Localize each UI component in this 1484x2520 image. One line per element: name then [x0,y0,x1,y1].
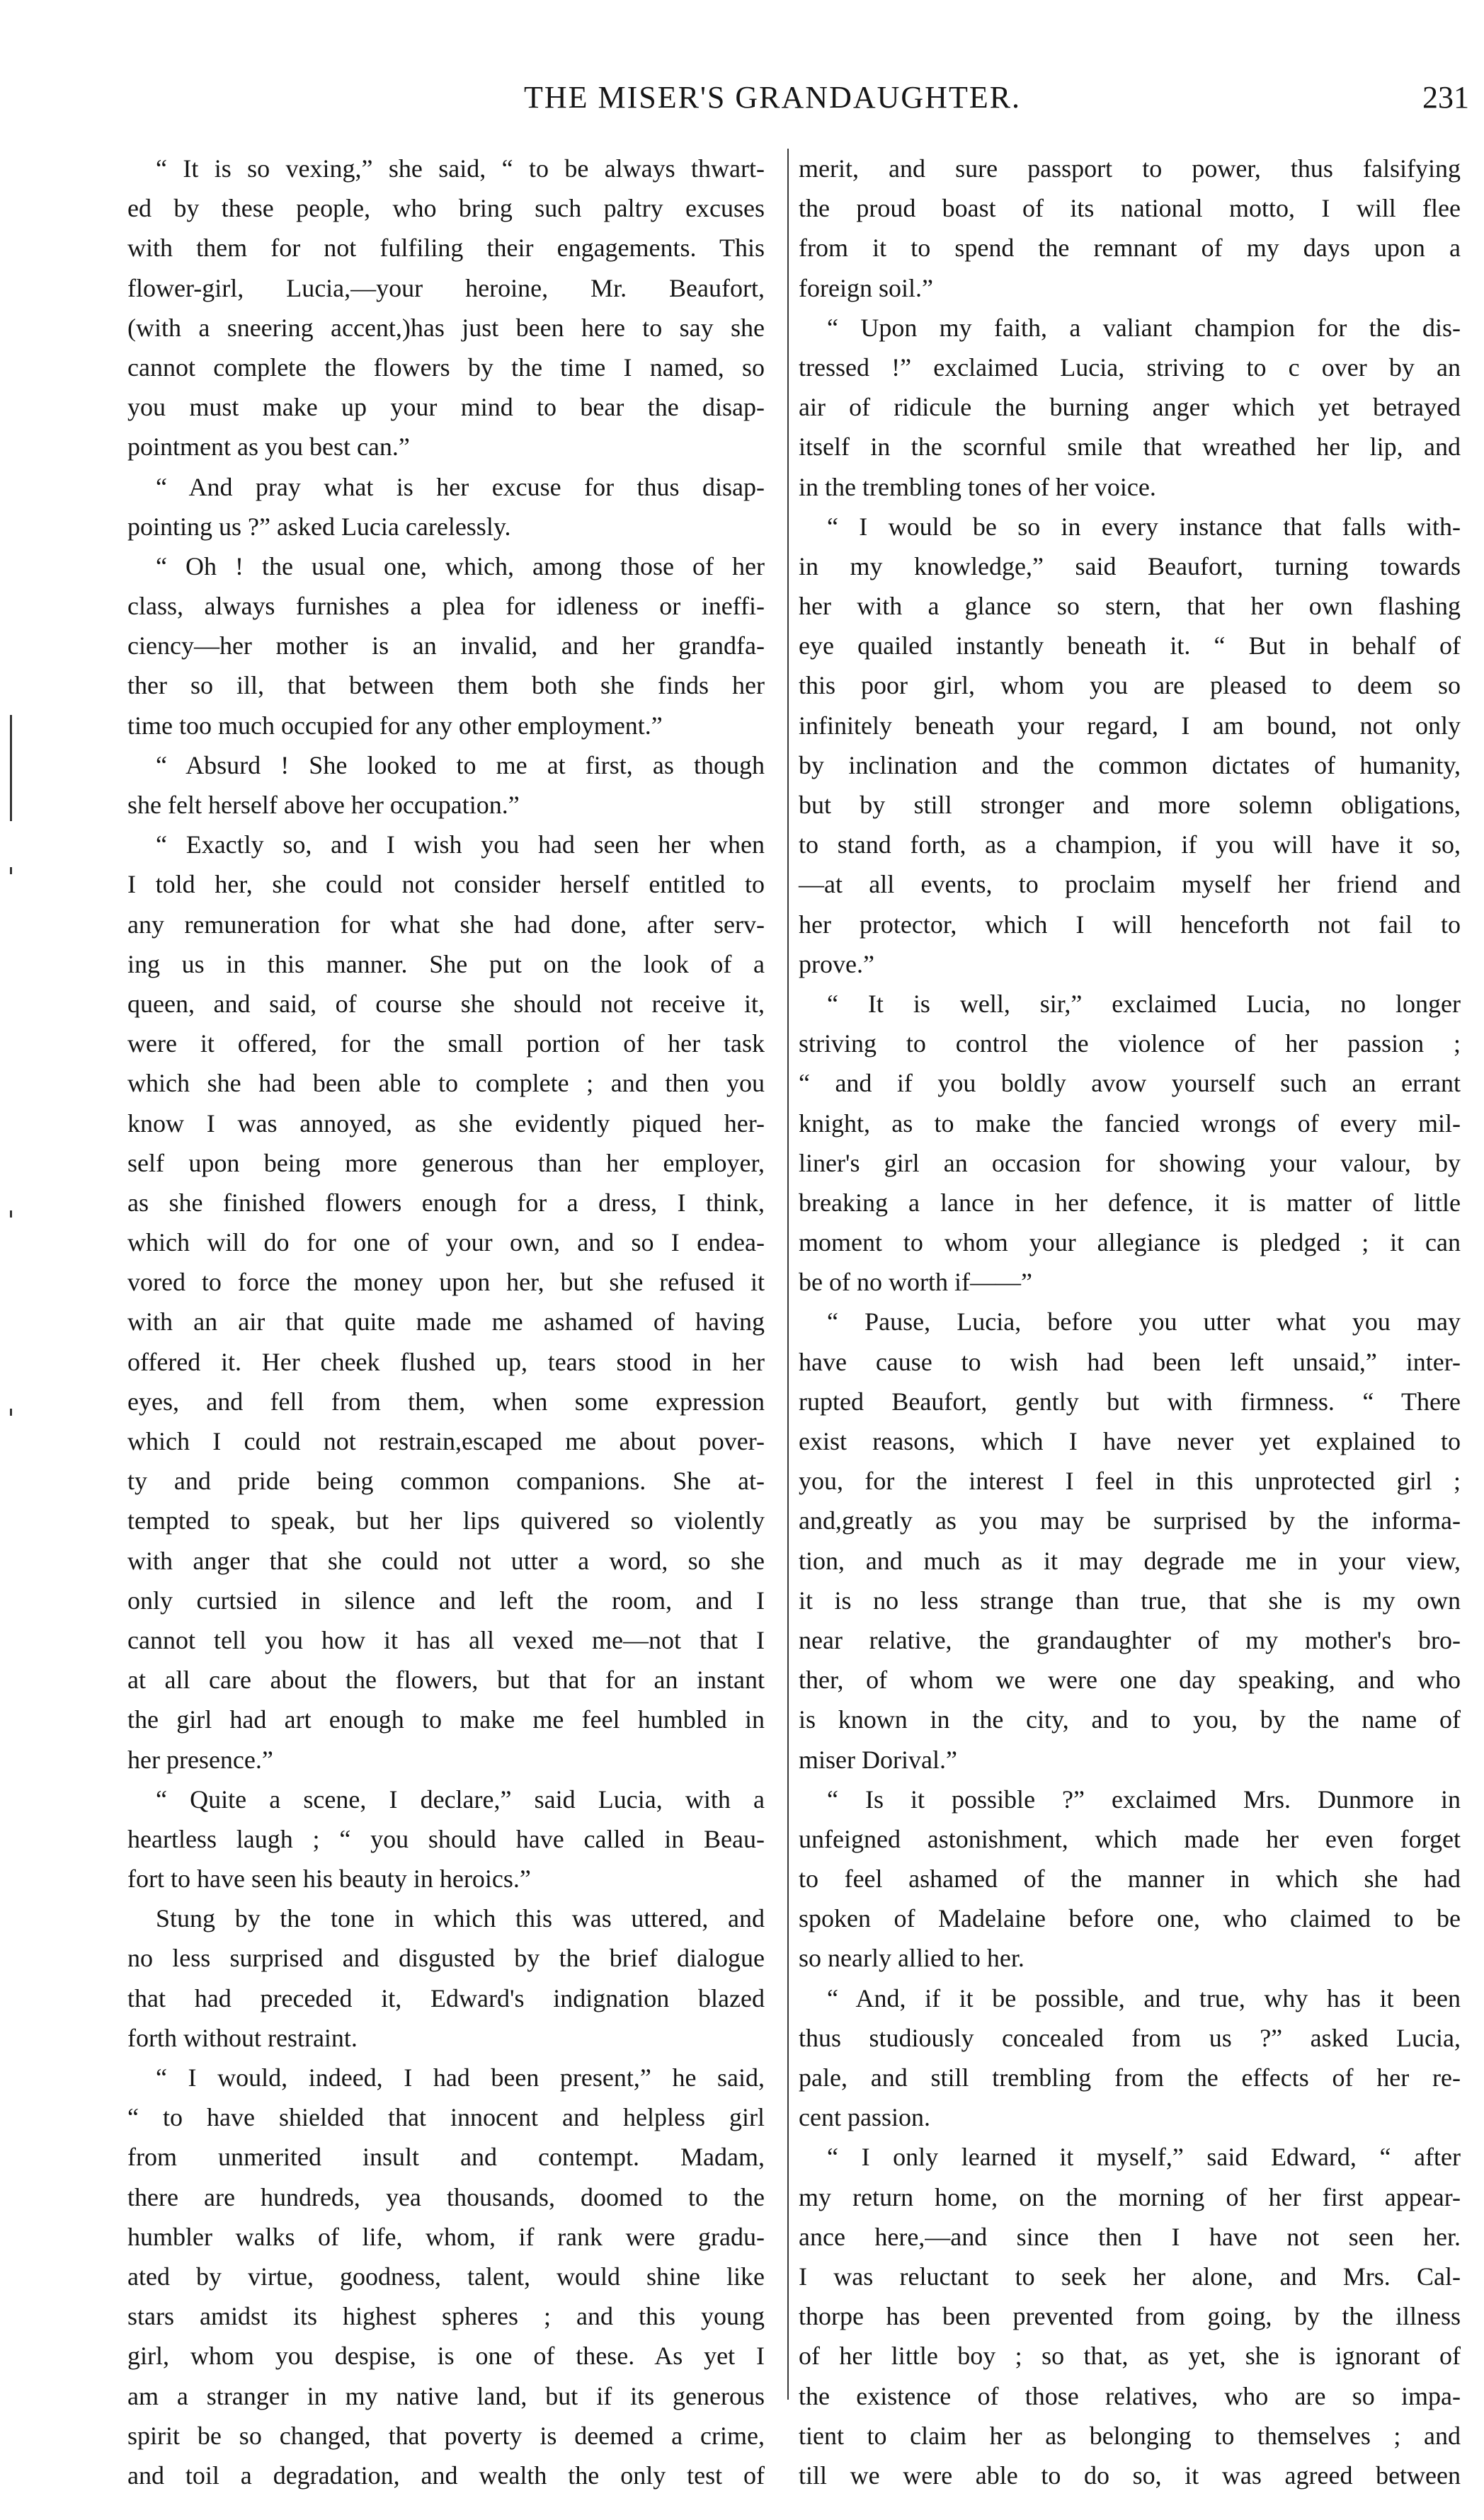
text-line: the proud boast of its national motto, I will flee [799,194,1461,223]
text-line: knight, as to make the fancied wrongs of every mil- [799,1109,1461,1138]
text-line: “ Pause, Lucia, before you utter what you may [827,1307,1461,1336]
text-line: thus studiously concealed from us ?” asked Lucia, [799,2023,1461,2052]
text-line: class, always furnishes a plea for idleness or ineffi- [127,592,765,621]
text-line: and toil a degradation, and wealth the only test of [127,2461,765,2490]
text-line: tient to claim her as belonging to themselves ; and [799,2421,1461,2450]
page-number: 231 [1422,80,1469,115]
text-line: you must make up your mind to bear the disap- [127,393,765,422]
text-line: foreign soil.” [799,273,933,302]
text-line: exist reasons, which I have never yet explained to [799,1427,1461,1455]
text-line: thorpe has been prevented from going, by the illness [799,2302,1461,2331]
text-line: ther so ill, that between them both she finds her [127,671,765,700]
text-line: eyes, and fell from them, when some expression [127,1387,765,1416]
text-line: miser Dorival.” [799,1745,957,1774]
text-line: from it to spend the remnant of my days upon a [799,234,1461,263]
right-column [799,149,1461,2495]
text-line: that had preceded it, Edward's indignation blazed [127,1983,765,2012]
text-line: “ It is well, sir,” exclaimed Lucia, no longer [827,989,1461,1018]
text-line: “ I only learned it myself,” said Edward, “ after [827,2143,1461,2172]
text-line: any remuneration for what she had done, after serv- [127,910,765,939]
text-line: you, for the interest I feel in this unprotected girl ; [799,1467,1461,1496]
text-line: with them for not fulfiling their engagements. This [127,234,765,263]
text-line: moment to whom your allegiance is pledged ; it can [799,1228,1461,1257]
text-line: “ And, if it be possible, and true, why has it been [827,1983,1461,2012]
text-line: “ Upon my faith, a valiant champion for the dis- [827,313,1461,342]
text-line: till we were able to do so, it was agreed between [799,2461,1461,2490]
text-line: from unmerited insult and contempt. Madam, [127,2143,765,2172]
text-line: the existence of those relatives, who are so impa- [799,2381,1461,2410]
text-line: so nearly allied to her. [799,1944,1024,1973]
text-line: queen, and said, of course she should not receive it, [127,989,765,1018]
text-line: ated by virtue, goodness, talent, would shine like [127,2262,765,2291]
text-line: no less surprised and disgusted by the brief dialogue [127,1944,765,1973]
text-line: in my knowledge,” said Beaufort, turning towards [799,551,1461,580]
text-line: with an air that quite made me ashamed of having [127,1307,765,1336]
text-line: and,greatly as you may be surprised by the informa- [799,1506,1461,1535]
text-line: ther, of whom we were one day speaking, and who [799,1666,1461,1695]
text-line: spoken of Madelaine before one, who claimed to be [799,1904,1461,1933]
text-line: cannot complete the flowers by the time I named, so [127,353,765,382]
text-line: at all care about the flowers, but that for an instant [127,1666,765,1695]
text-line: “ Quite a scene, I declare,” said Lucia, with a [156,1785,765,1814]
text-line: by inclination and the common dictates of humanity, [799,750,1461,779]
text-line: is known in the city, and to you, by the name of [799,1705,1461,1734]
text-line: her protector, which I will henceforth not fail to [799,910,1461,939]
text-line: “ Exactly so, and I wish you had seen her when [156,830,765,859]
text-line: I was reluctant to seek her alone, and Mrs. Cal- [799,2262,1461,2291]
text-line: her with a glance so stern, that her own flashing [799,592,1461,621]
text-line: cannot tell you how it has all vexed me—not that I [127,1625,765,1654]
text-line: stars amidst its highest spheres ; and this young [127,2302,765,2331]
text-line: forth without restraint. [127,2023,358,2052]
text-line: pointment as you best can.” [127,433,410,462]
text-line: it is no less strange than true, that she is my own [799,1586,1461,1615]
text-line: she felt herself above her occupation.” [127,791,520,819]
margin-mark [10,867,12,874]
text-line: —at all events, to proclaim myself her friend and [799,870,1461,899]
text-line: there are hundreds, yea thousands, doomed to the [127,2182,765,2211]
page-header [127,79,1469,129]
text-line: girl, whom you despise, is one of these. As yet I [127,2342,765,2371]
text-line: “ It is so vexing,” she said, “ to be always thwart- [156,154,765,183]
text-line: which will do for one of your own, and so I endea- [127,1228,765,1257]
text-line: but by still stronger and more solemn obligations, [799,791,1461,819]
text-line: spirit be so changed, that poverty is deemed a crime, [127,2421,765,2450]
text-line: fort to have seen his beauty in heroics.” [127,1865,531,1894]
text-line: offered it. Her cheek flushed up, tears stood in her [127,1347,765,1376]
text-line: pale, and still trembling from the effects of her re- [799,2063,1461,2092]
text-line: itself in the scornful smile that wreathed her lip, and [799,433,1461,462]
text-line: as she finished flowers enough for a dress, I think, [127,1188,765,1217]
text-line: breaking a lance in her defence, it is matter of little [799,1188,1461,1217]
text-line: ed by these people, who bring such paltry excuses [127,194,765,223]
text-line: unfeigned astonishment, which made her even forget [799,1824,1461,1853]
text-line: her presence.” [127,1745,273,1774]
text-line: were it offered, for the small portion of her task [127,1029,765,1058]
column-divider [787,149,789,2400]
text-line: “ Oh ! the usual one, which, among those of her [156,551,765,580]
text-line: liner's girl an occasion for showing your valour, by [799,1148,1461,1177]
text-line: this poor girl, whom you are pleased to deem so [799,671,1461,700]
margin-mark [10,1210,12,1218]
text-line: which she had been able to complete ; and then you [127,1069,765,1098]
text-line: Stung by the tone in which this was uttered, and [156,1904,765,1933]
text-line: infinitely beneath your regard, I am bound, not only [799,711,1461,740]
text-line: ing us in this manner. She put on the look of a [127,949,765,978]
text-line: “ Is it possible ?” exclaimed Mrs. Dunmore in [827,1785,1461,1814]
text-line: my return home, on the morning of her first appear- [799,2182,1461,2211]
text-line: vored to force the money upon her, but she refused it [127,1268,765,1297]
text-line: merit, and sure passport to power, thus falsifying [799,154,1461,183]
text-line: “ and if you boldly avow yourself such an errant [799,1069,1461,1098]
text-line: “ I would, indeed, I had been present,” he said, [156,2063,765,2092]
text-line: striving to control the violence of her passion ; [799,1029,1461,1058]
text-line: “ Absurd ! She looked to me at first, as though [156,750,765,779]
text-line: air of ridicule the burning anger which yet betrayed [799,393,1461,422]
text-line: I told her, she could not consider herself entitled to [127,870,765,899]
text-line: ty and pride being common companions. She at- [127,1467,765,1496]
text-line: pointing us ?” asked Lucia carelessly. [127,512,511,541]
running-title: THE MISER'S GRANDAUGHTER. [524,80,1022,115]
text-line: humbler walks of life, whom, if rank were gradu- [127,2222,765,2251]
text-line: prove.” [799,949,874,978]
text-line: to stand forth, as a champion, if you will have it so, [799,830,1461,859]
text-line: be of no worth if——” [799,1268,1032,1297]
text-line: “ to have shielded that innocent and helpless girl [127,2103,765,2132]
text-line: have cause to wish had been left unsaid,” inter- [799,1347,1461,1376]
text-line: with anger that she could not utter a word, so she [127,1546,765,1575]
text-line: tion, and much as it may degrade me in your view, [799,1546,1461,1575]
text-line: only curtsied in silence and left the room, and I [127,1586,765,1615]
text-line: tressed !” exclaimed Lucia, striving to c over by an [799,353,1461,382]
text-line: tempted to speak, but her lips quivered so violently [127,1506,765,1535]
text-line: of her little boy ; so that, as yet, she is ignorant of [799,2342,1461,2371]
text-line: ciency—her mother is an invalid, and her grandfa- [127,631,765,660]
text-line: “ I would be so in every instance that falls with- [827,512,1461,541]
text-line: heartless laugh ; “ you should have called in Beau- [127,1824,765,1853]
text-line: which I could not restrain,escaped me about pover- [127,1427,765,1455]
text-line: “ And pray what is her excuse for thus disap- [156,472,765,501]
text-line: eye quailed instantly beneath it. “ But in behalf of [799,631,1461,660]
margin-mark [10,715,12,821]
text-line: ance here,—and since then I have not seen her. [799,2222,1461,2251]
text-line: cent passion. [799,2103,930,2132]
left-column [127,149,765,2495]
text-line: rupted Beaufort, gently but with firmness. “ There [799,1387,1461,1416]
margin-mark [10,1409,12,1416]
text-line: near relative, the grandaughter of my mother's bro- [799,1625,1461,1654]
text-line: (with a sneering accent,)has just been here to say she [127,313,765,342]
text-line: the girl had art enough to make me feel humbled in [127,1705,765,1734]
text-line: time too much occupied for any other employment.” [127,711,663,740]
text-line: am a stranger in my native land, but if its generous [127,2381,765,2410]
text-line: know I was annoyed, as she evidently piqued her- [127,1109,765,1138]
text-line: self upon being more generous than her employer, [127,1148,765,1177]
text-line: in the trembling tones of her voice. [799,472,1156,501]
text-line: flower-girl, Lucia,—your heroine, Mr. Beaufort, [127,273,765,302]
text-line: to feel ashamed of the manner in which she had [799,1865,1461,1894]
